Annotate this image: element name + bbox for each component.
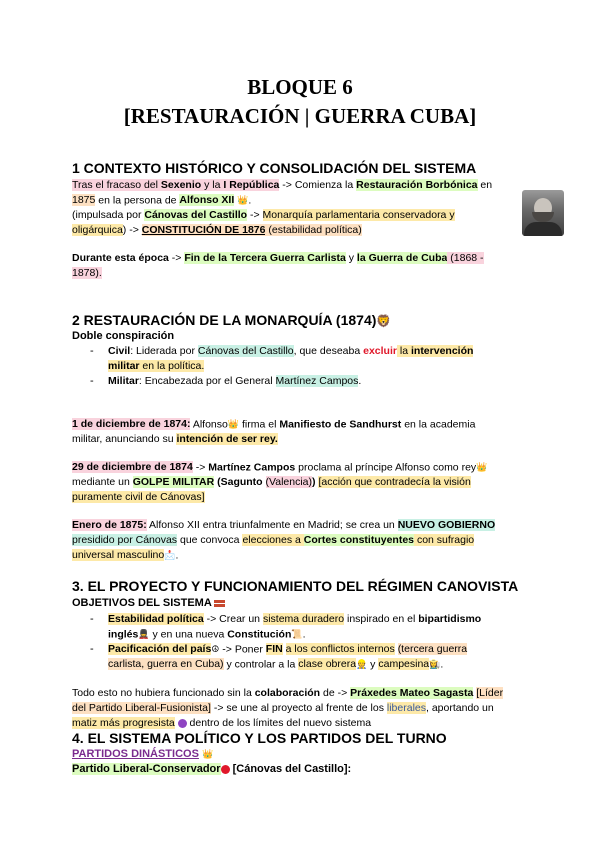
brick-wall-icon	[214, 599, 225, 607]
doc-title-line1: BLOQUE 6	[247, 75, 353, 99]
red-circle-icon	[221, 765, 230, 774]
s2-event3-line3: universal masculino📩.	[72, 549, 179, 562]
crown-icon: 👑	[227, 419, 240, 429]
section-1-heading: 1 CONTEXTO HISTÓRICO Y CONSOLIDACIÓN DEL SISTEMA	[72, 160, 477, 176]
s3-para-line2: del Partido Liberal-Fusionista] -> se une al proyecto al frente de los liberales, aportando un	[72, 702, 494, 714]
s1-p1-line1: Tras el fracaso del Sexenio y la I República -> Comienza la Restauración Borbónica en	[72, 179, 493, 191]
section-2-heading: 2 RESTAURACIÓN DE LA MONARQUÍA (1874)🦁	[72, 312, 392, 329]
bullet-dash-icon: -	[90, 643, 94, 655]
s2-event2-line2: mediante un GOLPE MILITAR (Sagunto (Valencia)) [acción que contradecía la visión	[72, 476, 471, 488]
s3-subheading: OBJETIVOS DEL SISTEMA	[72, 597, 225, 609]
s2-event1-line2: militar, anunciando su intención de ser rey.	[72, 433, 278, 445]
scroll-icon: 📜	[291, 629, 303, 639]
bullet-dash-icon: -	[90, 375, 94, 387]
farmer-icon: 👩‍🌾	[429, 659, 441, 669]
s2-event2-line1: 29 de diciembre de 1874 -> Martínez Campos proclama al príncipe Alfonso como rey👑	[72, 461, 488, 474]
section-4-heading: 4. EL SISTEMA POLÍTICO Y LOS PARTIDOS DEL TURNO	[72, 730, 447, 746]
s3-bullet1-line2: inglés💂 y en una nueva Constitución📜.	[108, 628, 306, 641]
crown-icon: 👑	[201, 748, 214, 759]
canovas-portrait	[522, 190, 564, 236]
bullet-dash-icon: -	[90, 613, 94, 625]
worker-icon: 👷	[356, 659, 368, 669]
s1-p1-line2: 1875 en la persona de Alfonso XII 👑.	[72, 194, 252, 207]
section-3-heading: 3. EL PROYECTO Y FUNCIONAMIENTO DEL RÉGIMEN CANOVISTA	[72, 578, 519, 594]
lion-face-icon: 🦁	[376, 314, 392, 329]
s3-bullet2-line2: carlista, guerra en Cuba) y controlar a la clase obrera👷 y campesina👩‍🌾.	[108, 658, 444, 671]
s1-p3-line1: Durante esta época -> Fin de la Tercera Guerra Carlista y la Guerra de Cuba (1868 -	[72, 252, 484, 264]
s2-event3-line2: presidido por Cánovas que convoca elecciones a Cortes constituyentes con sufragio	[72, 534, 475, 546]
doc-title-line2: [RESTAURACIÓN | GUERRA CUBA]	[123, 104, 477, 128]
s3-para-line3: matiz más progresista dentro de los límites del nuevo sistema	[72, 717, 372, 729]
purple-circle-icon	[178, 719, 187, 728]
s3-para-line1: Todo esto no hubiera funcionado sin la colaboración de -> Práxedes Mateo Sagasta [Líder	[72, 687, 504, 699]
s2-event2-line3: puramente civil de Cánovas]	[72, 491, 205, 503]
s1-p2-line2: oligárquica) -> CONSTITUCIÓN DE 1876 (estabilidad política)	[72, 224, 362, 236]
s2-bullet1-line1: Civil: Liderada por Cánovas del Castillo, que deseaba excluir la intervención	[108, 345, 474, 357]
s2-event3-line1: Enero de 1875: Alfonso XII entra triunfalmente en Madrid; se crea un NUEVO GOBIERNO	[72, 519, 496, 531]
bullet-dash-icon: -	[90, 345, 94, 357]
s3-bullet1-line1: Estabilidad política -> Crear un sistema duradero inspirado en el bipartidismo	[108, 613, 482, 625]
s2-bullet2: Militar: Encabezada por el General Martínez Campos.	[108, 375, 362, 387]
s1-p2-line1: (impulsada por Cánovas del Castillo -> Monarquía parlamentaria conservadora y	[72, 209, 455, 221]
s2-subheading: Doble conspiración	[72, 330, 175, 342]
bust-icon: 💂	[138, 629, 150, 639]
ballot-box-icon: 📩	[164, 550, 176, 560]
s3-bullet2-line1: Pacificación del país☮ -> Poner FIN a los conflictos internos (tercera guerra	[108, 643, 468, 656]
dove-icon: ☮	[211, 644, 220, 654]
s1-p3-line2: 1878).	[72, 267, 102, 279]
crown-icon: 👑	[237, 195, 249, 205]
s2-event1-line1: 1 de diciembre de 1874: Alfonso👑 firma el Manifiesto de Sandhurst en la academia	[72, 418, 476, 431]
s4-subheading: PARTIDOS DINÁSTICOS 👑	[72, 748, 214, 760]
crown-icon: 👑	[476, 462, 488, 472]
s2-bullet1-line2: militar en la política.	[108, 360, 205, 372]
s4-party-line: Partido Liberal-Conservador [Cánovas del Castillo]:	[72, 763, 352, 775]
